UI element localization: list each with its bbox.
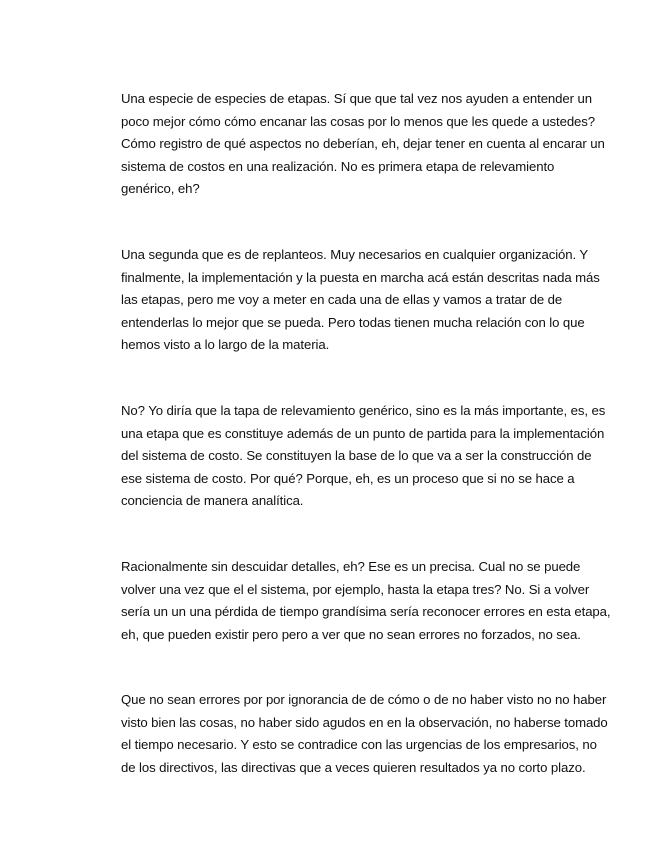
paragraph-5: Que no sean errores por por ignorancia de de cómo o de no haber visto no no haber visto bien las cosas, no haber sido agudos en en la observación, no haberse tomado el tiempo necesario. Y esto se contradice con las urgencias de los empresarios, no de los directivos, las directivas que a veces quieren resultados ya no corto plazo.: [121, 692, 608, 776]
paragraph-2: Una segunda que es de replanteos. Muy necesarios en cualquier organización. Y finalmente, la implementación y la puesta en marcha acá están descritas nada más las etapas, pero me voy a meter en cada una de ellas y vamos a tratar de de entenderlas lo mejor que se pueda. Pero todas tienen mucha relación con lo que hemos visto a lo largo de la materia.: [121, 246, 600, 353]
paragraph-1: Una especie de especies de etapas. Sí que que tal vez nos ayuden a entender un poco mejor cómo cómo encanar las cosas por lo menos que les quede a ustedes? Cómo registro de qué aspectos no deberían, eh, dejar tener en cuenta al encarar un sistema de costos en una realización. No es primera etapa de relevamiento genérico, eh?: [121, 91, 605, 197]
paragraph-3: No? Yo diría que la tapa de relevamiento genérico, sino es la más importante, es, es una etapa que es constituye además de un punto de partida para la implementación del sistema de costo. Se constituyen la base de lo que va a ser la construcción de ese sistema de costo. Por qué? Porque, eh, es un proceso que si no se hace a conciencia de manera analítica.: [121, 402, 606, 509]
document-body: [121, 88, 611, 823]
paragraph-4: Racionalmente sin descuidar detalles, eh? Ese es un precisa. Cual no se puede volver una vez que el el sistema, por ejemplo, hasta la etapa tres? No. Si a volver sería un un una pérdida de tiempo grandísima sería reconocer errores en esta etapa, eh, que pueden existir pero pero a ver que no sean errores no forzados, no sea.: [121, 558, 611, 642]
